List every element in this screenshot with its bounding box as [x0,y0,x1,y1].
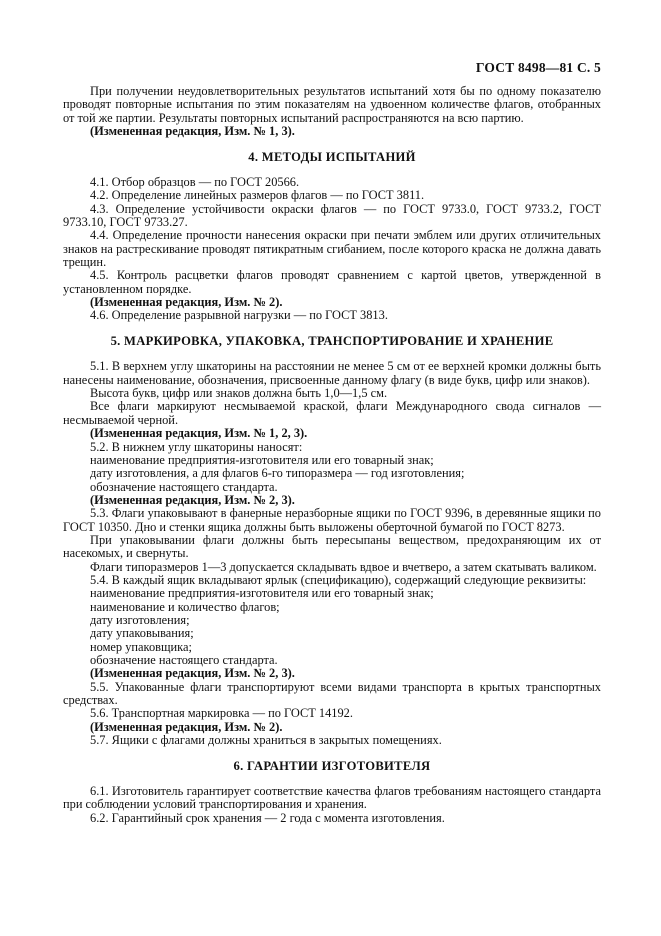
list-item: наименование предприятия-изготовителя или его товарный знак; [90,452,434,467]
revision-note: (Измененная редакция, Изм. № 2, 3). [90,666,295,681]
section-heading: 5. МАРКИРОВКА, УПАКОВКА, ТРАНСПОРТИРОВАНИЕ И ХРАНЕНИЕ [110,334,554,349]
paragraph: 4.4. Определение прочности нанесения окраски при печати эмблем или других отличительных знаков на растрескивание проводят пятикратным сгибанием, после которого краска не должна давать трещин. [63,228,601,270]
list-item: дату изготовления; [90,612,190,627]
paragraph: Флаги типоразмеров 1—3 допускается складывать вдвое и вчетверо, а затем скатывать валиком. [90,559,597,574]
revision-note: (Измененная редакция, Изм. № 1, 3). [90,124,295,139]
paragraph: 6.1. Изготовитель гарантирует соответствие качества флагов требованиям настоящего стандарта при соблюдении условий транспортирования и хранения. [63,784,601,812]
paragraph: 4.5. Контроль расцветки флагов проводят сравнением с картой цветов, утвержденной в установленном порядке. [63,268,601,296]
section-heading: 4. МЕТОДЫ ИСПЫТАНИЙ [248,149,416,164]
paragraph: Все флаги маркируют несмываемой краской, флаги Международного свода сигналов — несмываемой черной. [63,399,601,427]
paragraph: 4.1. Отбор образцов — по ГОСТ 20566. [90,175,300,190]
paragraph: 5.7. Ящики с флагами должны храниться в закрытых помещениях. [90,733,442,748]
list-item: обозначение настоящего стандарта. [90,479,278,494]
paragraph: 4.2. Определение линейных размеров флагов — по ГОСТ 3811. [90,188,425,203]
section-heading: 6. ГАРАНТИИ ИЗГОТОВИТЕЛЯ [233,758,431,773]
document-body [63,85,601,825]
list-item: дату упаковывания; [90,626,194,641]
paragraph: При получении неудовлетворительных результатов испытаний хотя бы по одному показателю проводят повторные испытания по этим показателям на удвоенном количестве флагов, отобранных от той же партии. Результаты повторных испытаний распространяются на всю партию. [63,84,601,125]
paragraph: 5.2. В нижнем углу шкаторины наносят: [90,439,303,454]
paragraph: 6.2. Гарантийный срок хранения — 2 года с момента изготовления. [90,810,445,825]
revision-note: (Измененная редакция, Изм. № 2). [90,719,283,734]
list-item: обозначение настоящего стандарта. [90,653,278,667]
paragraph: 5.4. В каждый ящик вкладывают ярлык (спецификацию), содержащий следующие реквизиты: [90,572,587,587]
list-item: наименование и количество флагов; [90,599,280,614]
paragraph: 5.3. Флаги упаковывают в фанерные неразборные ящики по ГОСТ 9396, в деревянные ящики по ГОСТ 10350. Дно и стенки ящика должны быть выложены оберточной бумагой по ГОСТ 8273. [63,506,601,534]
paragraph: 4.3. Определение устойчивости окраски флагов — по ГОСТ 9733.0, ГОСТ 9733.2, ГОСТ 9733.10, ГОСТ 9733.27. [63,201,601,230]
paragraph: Высота букв, цифр или знаков должна быть 1,0—1,5 см. [90,386,388,401]
revision-note: (Измененная редакция, Изм. № 1, 2, 3). [90,426,308,441]
paragraph: При упаковывании флаги должны быть пересыпаны веществом, предохраняющим их от насекомых, и свернуты. [63,532,601,561]
revision-note: (Измененная редакция, Изм. № 2). [90,295,283,310]
list-item: дату изготовления, а для флагов 6-го типоразмера — год изготовления; [90,466,465,481]
paragraph: 5.5. Упакованные флаги транспортируют всеми видами транспорта в крытых транспортных средствах. [63,679,601,708]
paragraph: 5.1. В верхнем углу шкаторины на расстоянии не менее 5 см от ее верхней кромки должны быть нанесены наименование, обозначения, присвоенные данному флагу (в виде букв, цифр или знаков). [63,359,601,387]
page-header: ГОСТ 8498—81 С. 5 [475,60,601,75]
paragraph: 5.6. Транспортная маркировка — по ГОСТ 14192. [90,706,353,721]
list-item: наименование предприятия-изготовителя или его товарный знак; [90,586,434,601]
list-item: номер упаковщика; [90,639,192,654]
paragraph: 4.6. Определение разрывной нагрузки — по ГОСТ 3813. [90,308,388,323]
revision-note: (Измененная редакция, Изм. № 2, 3). [90,492,295,507]
